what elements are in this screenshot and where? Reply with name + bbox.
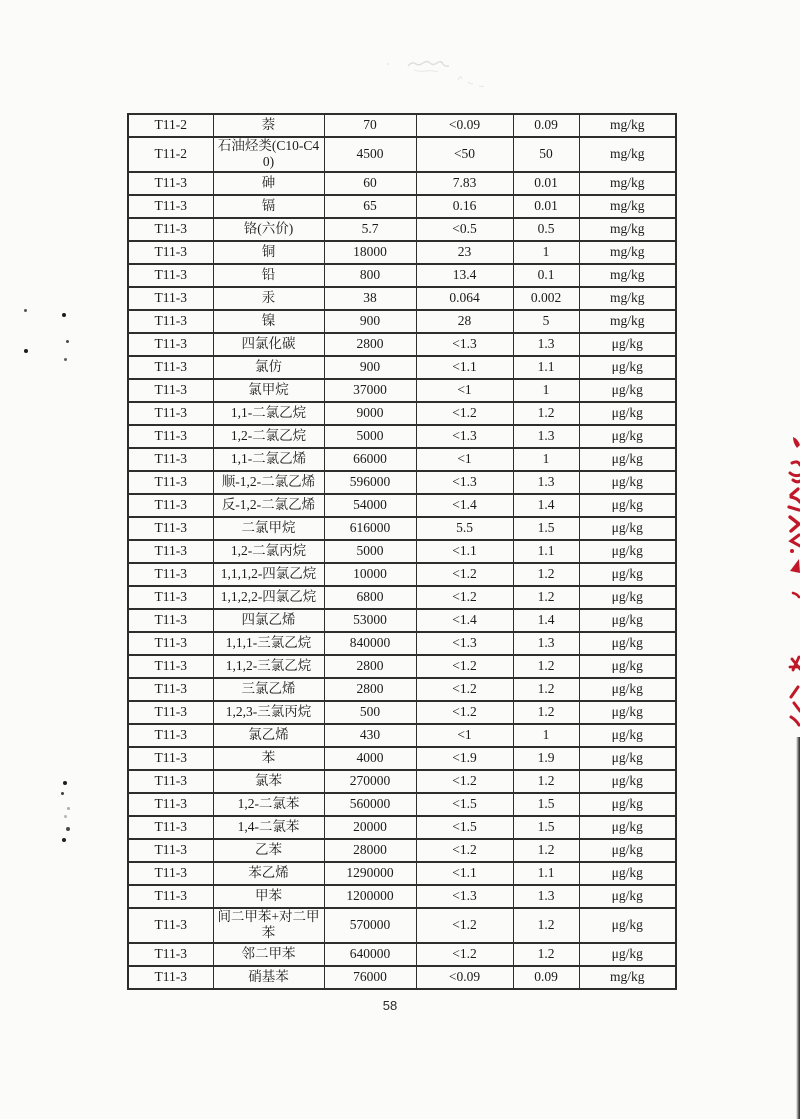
result-cell: <1.1 — [416, 356, 513, 379]
detection-limit-cell: 0.09 — [513, 966, 579, 989]
table-row — [128, 517, 676, 540]
analyte-cell: 乙苯 — [213, 839, 324, 862]
result-cell: <1.5 — [416, 793, 513, 816]
screening-value-cell: 6800 — [324, 586, 416, 609]
ink-speck — [64, 358, 67, 361]
analyte-cell: 铅 — [213, 264, 324, 287]
sample-id-cell: T11-3 — [128, 793, 213, 816]
unit-cell: μg/kg — [579, 747, 676, 770]
analyte-cell: 反-1,2-二氯乙烯 — [213, 494, 324, 517]
unit-cell: μg/kg — [579, 908, 676, 943]
screening-value-cell: 2800 — [324, 655, 416, 678]
ink-speck — [67, 807, 70, 810]
screening-value-cell: 800 — [324, 264, 416, 287]
screening-value-cell: 9000 — [324, 402, 416, 425]
detection-limit-cell: 1.3 — [513, 632, 579, 655]
table-row — [128, 609, 676, 632]
ink-speck — [63, 781, 67, 785]
screening-value-cell: 840000 — [324, 632, 416, 655]
screening-value-cell: 900 — [324, 356, 416, 379]
detection-limit-cell: 1.1 — [513, 356, 579, 379]
unit-cell: μg/kg — [579, 816, 676, 839]
result-cell: <1.2 — [416, 943, 513, 966]
analyte-cell: 镉 — [213, 195, 324, 218]
ink-speck — [24, 309, 27, 312]
table-row — [128, 264, 676, 287]
detection-limit-cell: 1.4 — [513, 609, 579, 632]
table-row — [128, 494, 676, 517]
result-cell: <0.09 — [416, 966, 513, 989]
ink-speck — [24, 349, 28, 353]
ink-speck — [62, 838, 66, 842]
page-number: 58 — [382, 998, 398, 1013]
unit-cell: μg/kg — [579, 471, 676, 494]
screening-value-cell: 430 — [324, 724, 416, 747]
detection-limit-cell: 1.5 — [513, 517, 579, 540]
unit-cell: μg/kg — [579, 448, 676, 471]
screening-value-cell: 53000 — [324, 609, 416, 632]
table-row — [128, 839, 676, 862]
unit-cell: mg/kg — [579, 172, 676, 195]
table-row — [128, 586, 676, 609]
table-row — [128, 678, 676, 701]
unit-cell: mg/kg — [579, 264, 676, 287]
sample-id-cell: T11-3 — [128, 448, 213, 471]
analyte-cell: 砷 — [213, 172, 324, 195]
table-row — [128, 195, 676, 218]
unit-cell: μg/kg — [579, 586, 676, 609]
unit-cell: mg/kg — [579, 218, 676, 241]
unit-cell: mg/kg — [579, 114, 676, 137]
analyte-cell: 三氯乙烯 — [213, 678, 324, 701]
analyte-cell: 1,1,2-三氯乙烷 — [213, 655, 324, 678]
table-row — [128, 241, 676, 264]
table-row — [128, 632, 676, 655]
detection-limit-cell: 1.3 — [513, 885, 579, 908]
result-cell: <1.3 — [416, 333, 513, 356]
table-row — [128, 966, 676, 989]
table-row — [128, 471, 676, 494]
analyte-cell: 甲苯 — [213, 885, 324, 908]
ink-speck — [61, 792, 64, 795]
result-cell: 0.16 — [416, 195, 513, 218]
table-row — [128, 655, 676, 678]
detection-limit-cell: 0.01 — [513, 195, 579, 218]
analyte-cell: 镍 — [213, 310, 324, 333]
analyte-cell: 氯甲烷 — [213, 379, 324, 402]
unit-cell: μg/kg — [579, 540, 676, 563]
screening-value-cell: 616000 — [324, 517, 416, 540]
detection-limit-cell: 0.1 — [513, 264, 579, 287]
table-row — [128, 402, 676, 425]
analyte-cell: 铬(六价) — [213, 218, 324, 241]
screening-value-cell: 2800 — [324, 333, 416, 356]
result-cell: <1.2 — [416, 701, 513, 724]
unit-cell: μg/kg — [579, 609, 676, 632]
table-row — [128, 540, 676, 563]
analyte-cell: 邻二甲苯 — [213, 943, 324, 966]
detection-limit-cell: 0.002 — [513, 287, 579, 310]
detection-limit-cell: 1.2 — [513, 655, 579, 678]
detection-limit-cell: 0.5 — [513, 218, 579, 241]
detection-limit-cell: 5 — [513, 310, 579, 333]
result-cell: 28 — [416, 310, 513, 333]
sample-id-cell: T11-3 — [128, 862, 213, 885]
table-row — [128, 885, 676, 908]
result-cell: <1.2 — [416, 655, 513, 678]
sample-id-cell: T11-3 — [128, 678, 213, 701]
result-cell: <1.3 — [416, 425, 513, 448]
table-row — [128, 172, 676, 195]
analyte-cell: 1,2-二氯乙烷 — [213, 425, 324, 448]
table-row — [128, 908, 676, 943]
unit-cell: mg/kg — [579, 137, 676, 172]
result-cell: <1.3 — [416, 471, 513, 494]
sample-id-cell: T11-3 — [128, 908, 213, 943]
table-row — [128, 379, 676, 402]
sample-id-cell: T11-3 — [128, 770, 213, 793]
table-row — [128, 943, 676, 966]
screening-value-cell: 1200000 — [324, 885, 416, 908]
unit-cell: μg/kg — [579, 678, 676, 701]
result-cell: <1.2 — [416, 586, 513, 609]
screening-value-cell: 500 — [324, 701, 416, 724]
screening-value-cell: 900 — [324, 310, 416, 333]
results-table — [127, 113, 677, 990]
analyte-cell: 萘 — [213, 114, 324, 137]
detection-limit-cell: 1.2 — [513, 678, 579, 701]
detection-limit-cell: 1.2 — [513, 563, 579, 586]
table-row — [128, 218, 676, 241]
result-cell: <1 — [416, 379, 513, 402]
table-row — [128, 356, 676, 379]
table-row — [128, 563, 676, 586]
screening-value-cell: 20000 — [324, 816, 416, 839]
ink-speck — [66, 827, 70, 831]
analyte-cell: 铜 — [213, 241, 324, 264]
sample-id-cell: T11-3 — [128, 218, 213, 241]
screening-value-cell: 70 — [324, 114, 416, 137]
unit-cell: μg/kg — [579, 770, 676, 793]
sample-id-cell: T11-3 — [128, 609, 213, 632]
unit-cell: μg/kg — [579, 793, 676, 816]
detection-limit-cell: 1 — [513, 241, 579, 264]
detection-limit-cell: 1.4 — [513, 494, 579, 517]
screening-value-cell: 37000 — [324, 379, 416, 402]
table-row — [128, 816, 676, 839]
analyte-cell: 1,1-二氯乙烯 — [213, 448, 324, 471]
analyte-cell: 1,2-二氯丙烷 — [213, 540, 324, 563]
screening-value-cell: 5.7 — [324, 218, 416, 241]
detection-limit-cell: 1.2 — [513, 701, 579, 724]
sample-id-cell: T11-3 — [128, 966, 213, 989]
detection-limit-cell: 1.2 — [513, 402, 579, 425]
unit-cell: μg/kg — [579, 333, 676, 356]
unit-cell: μg/kg — [579, 379, 676, 402]
unit-cell: μg/kg — [579, 862, 676, 885]
detection-limit-cell: 1.1 — [513, 862, 579, 885]
sample-id-cell: T11-2 — [128, 137, 213, 172]
result-cell: <1.2 — [416, 678, 513, 701]
sample-id-cell: T11-3 — [128, 747, 213, 770]
unit-cell: μg/kg — [579, 563, 676, 586]
detection-limit-cell: 1 — [513, 379, 579, 402]
screening-value-cell: 5000 — [324, 425, 416, 448]
unit-cell: μg/kg — [579, 943, 676, 966]
table-row — [128, 770, 676, 793]
screening-value-cell: 4500 — [324, 137, 416, 172]
table-row — [128, 310, 676, 333]
result-cell: <1.9 — [416, 747, 513, 770]
result-cell: <1.2 — [416, 908, 513, 943]
detection-limit-cell: 1.2 — [513, 908, 579, 943]
table-row — [128, 701, 676, 724]
unit-cell: μg/kg — [579, 494, 676, 517]
results-table-body — [128, 114, 676, 989]
detection-limit-cell: 1.5 — [513, 793, 579, 816]
sample-id-cell: T11-3 — [128, 264, 213, 287]
unit-cell: μg/kg — [579, 701, 676, 724]
sample-id-cell: T11-3 — [128, 379, 213, 402]
result-cell: <1.1 — [416, 540, 513, 563]
unit-cell: mg/kg — [579, 287, 676, 310]
sample-id-cell: T11-3 — [128, 517, 213, 540]
ink-speck — [66, 340, 69, 343]
result-cell: 7.83 — [416, 172, 513, 195]
sample-id-cell: T11-3 — [128, 471, 213, 494]
analyte-cell: 间二甲苯+对二甲苯 — [213, 908, 324, 943]
analyte-cell: 1,2,3-三氯丙烷 — [213, 701, 324, 724]
sample-id-cell: T11-3 — [128, 563, 213, 586]
sample-id-cell: T11-3 — [128, 402, 213, 425]
unit-cell: mg/kg — [579, 195, 676, 218]
detection-limit-cell: 1.3 — [513, 425, 579, 448]
table-row — [128, 137, 676, 172]
table-row — [128, 448, 676, 471]
result-cell: <1.3 — [416, 632, 513, 655]
table-row — [128, 747, 676, 770]
screening-value-cell: 18000 — [324, 241, 416, 264]
screening-value-cell: 66000 — [324, 448, 416, 471]
unit-cell: μg/kg — [579, 517, 676, 540]
detection-limit-cell: 1.9 — [513, 747, 579, 770]
table-row — [128, 114, 676, 137]
sample-id-cell: T11-3 — [128, 724, 213, 747]
screening-value-cell: 38 — [324, 287, 416, 310]
sample-id-cell: T11-3 — [128, 310, 213, 333]
analyte-cell: 1,1,2,2-四氯乙烷 — [213, 586, 324, 609]
page-edge-shadow — [796, 737, 800, 1119]
analyte-cell: 氯苯 — [213, 770, 324, 793]
screening-value-cell: 640000 — [324, 943, 416, 966]
sample-id-cell: T11-3 — [128, 425, 213, 448]
analyte-cell: 二氯甲烷 — [213, 517, 324, 540]
detection-limit-cell: 1.2 — [513, 943, 579, 966]
result-cell: 5.5 — [416, 517, 513, 540]
analyte-cell: 顺-1,2-二氯乙烯 — [213, 471, 324, 494]
screening-value-cell: 570000 — [324, 908, 416, 943]
table-row — [128, 287, 676, 310]
analyte-cell: 1,1,1-三氯乙烷 — [213, 632, 324, 655]
result-cell: <50 — [416, 137, 513, 172]
result-cell: <1 — [416, 724, 513, 747]
screening-value-cell: 5000 — [324, 540, 416, 563]
analyte-cell: 四氯乙烯 — [213, 609, 324, 632]
result-cell: 23 — [416, 241, 513, 264]
screening-value-cell: 1290000 — [324, 862, 416, 885]
analyte-cell: 1,1,1,2-四氯乙烷 — [213, 563, 324, 586]
sample-id-cell: T11-3 — [128, 172, 213, 195]
detection-limit-cell: 1.3 — [513, 471, 579, 494]
detection-limit-cell: 0.01 — [513, 172, 579, 195]
analyte-cell: 石油烃类(C10-C40) — [213, 137, 324, 172]
pencil-smudge — [380, 50, 500, 95]
sample-id-cell: T11-3 — [128, 333, 213, 356]
sample-id-cell: T11-2 — [128, 114, 213, 137]
screening-value-cell: 10000 — [324, 563, 416, 586]
result-cell: <1.4 — [416, 609, 513, 632]
detection-limit-cell: 1 — [513, 724, 579, 747]
result-cell: <1.5 — [416, 816, 513, 839]
detection-limit-cell: 1.2 — [513, 839, 579, 862]
result-cell: <1.2 — [416, 770, 513, 793]
sample-id-cell: T11-3 — [128, 356, 213, 379]
sample-id-cell: T11-3 — [128, 632, 213, 655]
result-cell: <1.4 — [416, 494, 513, 517]
unit-cell: mg/kg — [579, 966, 676, 989]
sample-id-cell: T11-3 — [128, 540, 213, 563]
analyte-cell: 1,1-二氯乙烷 — [213, 402, 324, 425]
result-cell: <1.2 — [416, 402, 513, 425]
sample-id-cell: T11-3 — [128, 655, 213, 678]
detection-limit-cell: 1.2 — [513, 586, 579, 609]
sample-id-cell: T11-3 — [128, 701, 213, 724]
sample-id-cell: T11-3 — [128, 885, 213, 908]
analyte-cell: 氯仿 — [213, 356, 324, 379]
screening-value-cell: 65 — [324, 195, 416, 218]
sample-id-cell: T11-3 — [128, 816, 213, 839]
sample-id-cell: T11-3 — [128, 287, 213, 310]
table-row — [128, 793, 676, 816]
unit-cell: μg/kg — [579, 425, 676, 448]
analyte-cell: 1,4-二氯苯 — [213, 816, 324, 839]
unit-cell: μg/kg — [579, 655, 676, 678]
table-row — [128, 862, 676, 885]
screening-value-cell: 60 — [324, 172, 416, 195]
red-ink-annotation — [786, 425, 800, 737]
ink-speck — [62, 313, 66, 317]
unit-cell: μg/kg — [579, 632, 676, 655]
unit-cell: μg/kg — [579, 885, 676, 908]
analyte-cell: 氯乙烯 — [213, 724, 324, 747]
sample-id-cell: T11-3 — [128, 195, 213, 218]
screening-value-cell: 270000 — [324, 770, 416, 793]
detection-limit-cell: 50 — [513, 137, 579, 172]
unit-cell: μg/kg — [579, 724, 676, 747]
result-cell: <1.2 — [416, 563, 513, 586]
unit-cell: mg/kg — [579, 241, 676, 264]
sample-id-cell: T11-3 — [128, 586, 213, 609]
analyte-cell: 汞 — [213, 287, 324, 310]
sample-id-cell: T11-3 — [128, 839, 213, 862]
result-cell: <1.1 — [416, 862, 513, 885]
sample-id-cell: T11-3 — [128, 494, 213, 517]
screening-value-cell: 54000 — [324, 494, 416, 517]
analyte-cell: 四氯化碳 — [213, 333, 324, 356]
analyte-cell: 苯 — [213, 747, 324, 770]
table-row — [128, 724, 676, 747]
result-cell: <1.2 — [416, 839, 513, 862]
analyte-cell: 硝基苯 — [213, 966, 324, 989]
result-cell: 0.064 — [416, 287, 513, 310]
unit-cell: mg/kg — [579, 310, 676, 333]
unit-cell: μg/kg — [579, 356, 676, 379]
detection-limit-cell: 1.2 — [513, 770, 579, 793]
screening-value-cell: 596000 — [324, 471, 416, 494]
result-cell: <0.5 — [416, 218, 513, 241]
screening-value-cell: 28000 — [324, 839, 416, 862]
unit-cell: μg/kg — [579, 839, 676, 862]
detection-limit-cell: 1.1 — [513, 540, 579, 563]
screening-value-cell: 76000 — [324, 966, 416, 989]
table-row — [128, 333, 676, 356]
result-cell: <1.3 — [416, 885, 513, 908]
table-row — [128, 425, 676, 448]
ink-speck — [64, 815, 67, 818]
detection-limit-cell: 0.09 — [513, 114, 579, 137]
detection-limit-cell: 1 — [513, 448, 579, 471]
analyte-cell: 苯乙烯 — [213, 862, 324, 885]
result-cell: <1 — [416, 448, 513, 471]
sample-id-cell: T11-3 — [128, 943, 213, 966]
detection-limit-cell: 1.3 — [513, 333, 579, 356]
analyte-cell: 1,2-二氯苯 — [213, 793, 324, 816]
screening-value-cell: 2800 — [324, 678, 416, 701]
detection-limit-cell: 1.5 — [513, 816, 579, 839]
sample-id-cell: T11-3 — [128, 241, 213, 264]
screening-value-cell: 560000 — [324, 793, 416, 816]
result-cell: <0.09 — [416, 114, 513, 137]
screening-value-cell: 4000 — [324, 747, 416, 770]
unit-cell: μg/kg — [579, 402, 676, 425]
result-cell: 13.4 — [416, 264, 513, 287]
